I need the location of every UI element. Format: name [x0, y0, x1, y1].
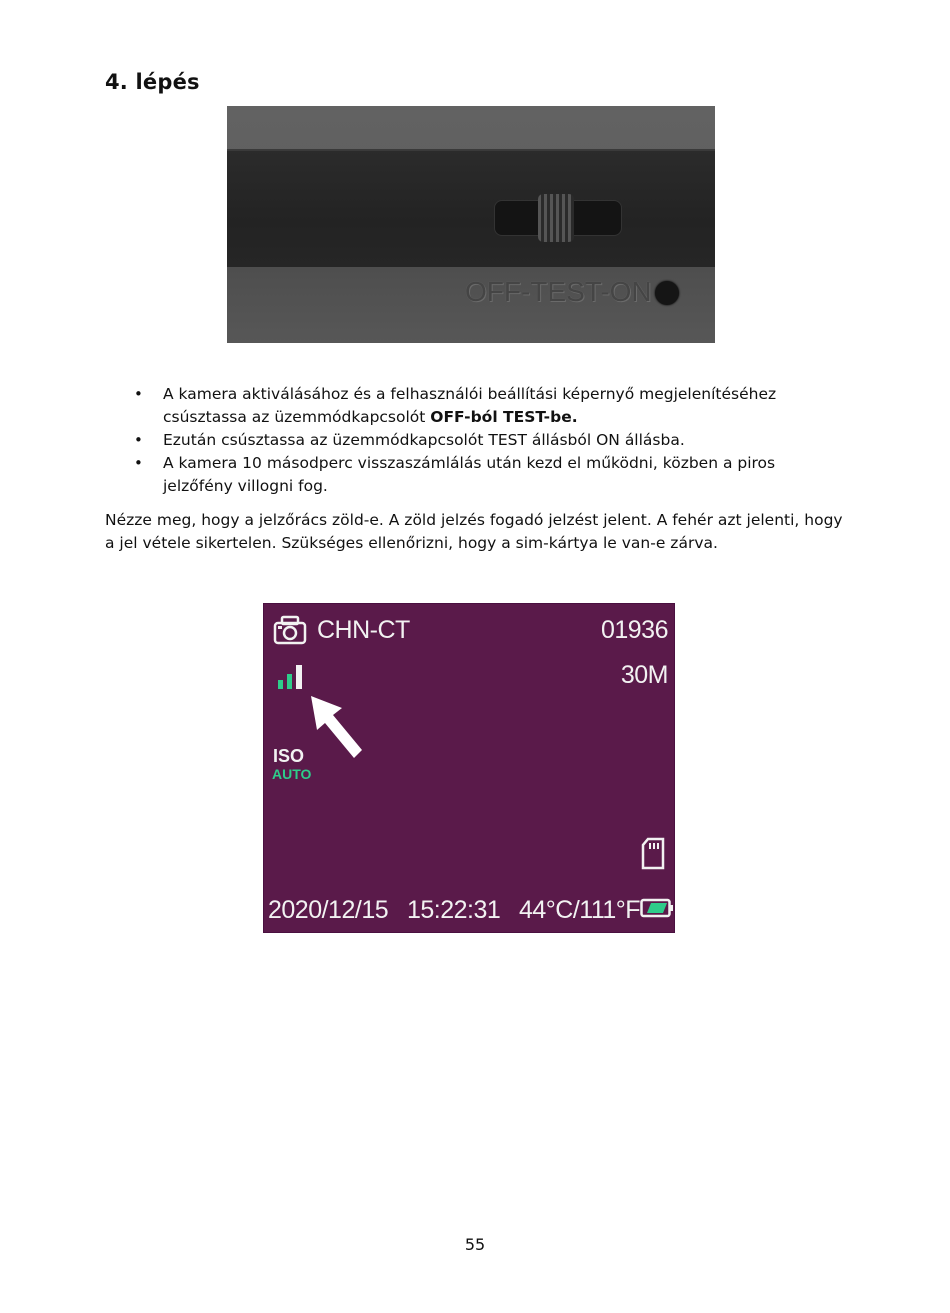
bullet-symbol: • — [134, 454, 143, 472]
battery-icon — [640, 898, 674, 918]
instruction-text: A kamera aktiválásához és a felhasználói beállítási képernyő megjelenítéséhez csúsztassa az üzemmódkapcsolót — [163, 385, 777, 426]
switch-knob — [538, 194, 574, 242]
instruction-text: A kamera 10 másodperc visszaszámlálás után kezd el működni, közben a piros jelzőfény villogni fog. — [163, 454, 776, 495]
instruction-item — [105, 452, 845, 498]
switch-panel — [227, 149, 715, 269]
page-heading: 4. lépés — [105, 70, 200, 94]
indicator-led — [655, 281, 679, 305]
arrow-icon — [308, 694, 364, 762]
bullet-symbol: • — [134, 431, 143, 449]
image-count: 01936 — [600, 616, 668, 644]
instruction-item — [105, 429, 845, 452]
camera-icon — [273, 614, 307, 646]
date: 2020/12/15 — [268, 896, 389, 924]
sd-card-icon — [640, 837, 666, 871]
instruction-item — [105, 383, 845, 429]
switch-position-label: OFF-TEST-ON — [465, 276, 652, 307]
camera-screen — [263, 603, 675, 933]
mode-switch-photo — [227, 106, 715, 343]
signal-paragraph: Nézze meg, hogy a jelzőrács zöld-e. A zöld jelzés fogadó jelzést jelent. A fehér azt jelenti, hogy a jel vétele sikertelen. Szükséges ellenőrizni, hogy a sim-kártya le van-e zárva. — [105, 511, 843, 552]
bullet-symbol: • — [134, 385, 143, 403]
signal-icon — [277, 664, 307, 690]
camera-model: CHN-CT — [317, 616, 410, 644]
resolution: 30M — [620, 661, 668, 689]
instruction-list — [105, 383, 845, 498]
instruction-text: Ezután csúsztassa az üzemmódkapcsolót TEST állásból ON állásba. — [163, 431, 685, 449]
temperature: 44°C/111°F — [519, 896, 641, 924]
instruction-bold-text: OFF-ból TEST-be. — [430, 408, 578, 426]
page-number: 55 — [464, 1235, 486, 1254]
iso-value: AUTO — [272, 766, 312, 782]
time: 15:22:31 — [407, 896, 501, 924]
iso-label: ISO — [273, 746, 305, 766]
